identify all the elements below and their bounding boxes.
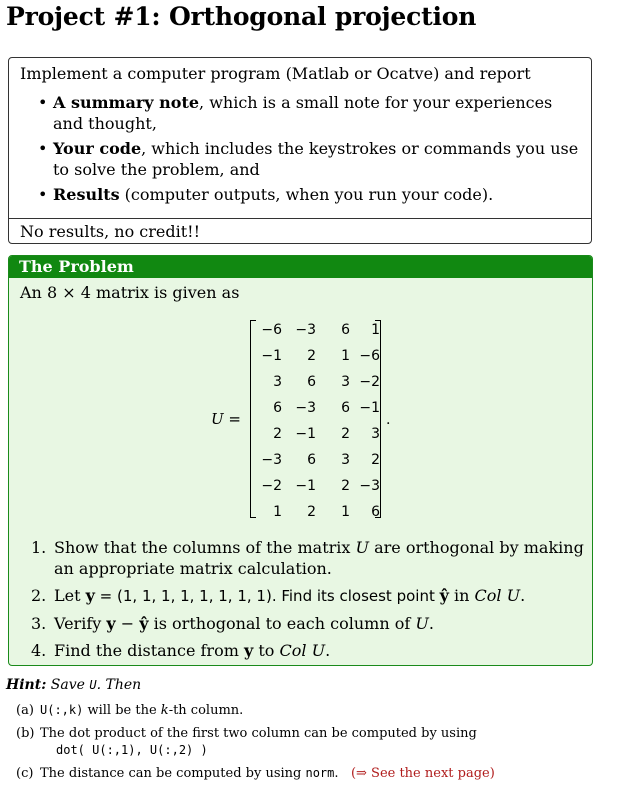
matrix-label: U = bbox=[211, 410, 241, 428]
task-box bbox=[8, 57, 592, 244]
matrix-cell: 3 bbox=[273, 374, 282, 390]
problem-header: The Problem bbox=[9, 256, 592, 278]
matrix-cell: −3 bbox=[261, 452, 282, 468]
matrix-cell: 1 bbox=[341, 348, 350, 364]
problem-box bbox=[8, 255, 593, 666]
matrix-period: . bbox=[386, 412, 391, 428]
matrix-cell: 2 bbox=[307, 348, 316, 364]
list-item: • Results (computer outputs, when you run your code). bbox=[38, 185, 494, 204]
matrix-cell: 6 bbox=[371, 504, 380, 520]
matrix-cell: −1 bbox=[359, 400, 380, 416]
problem-intro: An 8 × 4 matrix is given as bbox=[20, 283, 240, 302]
matrix-cell: −1 bbox=[295, 426, 316, 442]
hint-item: (a) U(:,k) will be the k-th column. bbox=[16, 703, 244, 718]
page-title: Project #1: Orthogonal projection bbox=[6, 2, 477, 31]
matrix-cell: 1 bbox=[371, 322, 380, 338]
bullet-icon: • bbox=[38, 139, 48, 158]
matrix-cell: −3 bbox=[359, 478, 380, 494]
matrix-cell: −1 bbox=[295, 478, 316, 494]
matrix-cell: −3 bbox=[295, 322, 316, 338]
task-intro: Implement a computer program (Matlab or Ocatve) and report bbox=[20, 64, 531, 83]
matrix-cell: 2 bbox=[341, 426, 350, 442]
matrix-cell: 2 bbox=[307, 504, 316, 520]
matrix-cell: 1 bbox=[341, 504, 350, 520]
bullet-icon: • bbox=[38, 185, 48, 204]
hint-list bbox=[0, 702, 620, 782]
matrix-cell: −6 bbox=[261, 322, 282, 338]
matrix-cell: 6 bbox=[341, 400, 350, 416]
matrix-cell: 6 bbox=[307, 452, 316, 468]
hint-title: Hint: Save U. Then bbox=[6, 677, 142, 693]
hint-item: (b) The dot product of the first two column can be computed by using dot( U(:,1), U(:,2) ) bbox=[16, 726, 477, 757]
matrix-cell: 6 bbox=[307, 374, 316, 390]
question-list bbox=[9, 537, 593, 666]
matrix-grid bbox=[248, 317, 380, 525]
question-item: 2. Let y = (1, 1, 1, 1, 1, 1, 1, 1). Find its closest point ŷ in Col U. bbox=[31, 586, 526, 605]
matrix-cell: 3 bbox=[341, 452, 350, 468]
matrix-cell: 6 bbox=[341, 322, 350, 338]
task-note: No results, no credit!! bbox=[9, 218, 591, 241]
list-item: • Your code, which includes the keystrokes or commands you use to solve the problem, and bbox=[38, 139, 579, 179]
matrix-cell: −2 bbox=[359, 374, 380, 390]
matrix-cell: −6 bbox=[359, 348, 380, 364]
matrix-cell: 2 bbox=[341, 478, 350, 494]
matrix-cell: −2 bbox=[261, 478, 282, 494]
question-item: 1. Show that the columns of the matrix U are orthogonal by making an appropriate matrix calculation. bbox=[31, 538, 584, 578]
next-page-link[interactable]: (⇒ See the next page) bbox=[350, 766, 495, 781]
matrix-cell: 2 bbox=[273, 426, 282, 442]
matrix-cell: 3 bbox=[371, 426, 380, 442]
question-item: 3. Verify y − ŷ is orthogonal to each column of U. bbox=[31, 614, 434, 633]
list-item: • A summary note, which is a small note for your experiences and thought, bbox=[38, 93, 553, 133]
question-item: 4. Find the distance from y to Col U. bbox=[31, 641, 331, 660]
bullet-icon: • bbox=[38, 93, 48, 112]
matrix-cell: 6 bbox=[273, 400, 282, 416]
matrix-cell: 1 bbox=[273, 504, 282, 520]
matrix-cell: −1 bbox=[261, 348, 282, 364]
matrix-right-bracket bbox=[375, 320, 381, 518]
task-list bbox=[9, 92, 593, 209]
matrix-cell: −3 bbox=[295, 400, 316, 416]
hint-item: (c) The distance can be computed by using norm. (⇒ See the next page) bbox=[16, 766, 495, 781]
matrix-cell: 3 bbox=[341, 374, 350, 390]
matrix-cell: 2 bbox=[371, 452, 380, 468]
